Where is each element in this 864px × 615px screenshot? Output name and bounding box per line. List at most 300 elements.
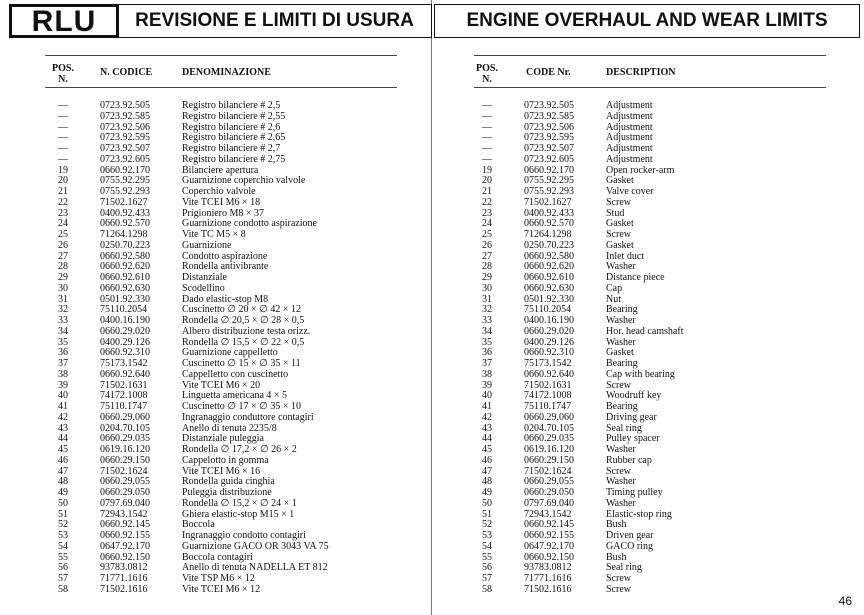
pos-cell: 47 — [482, 465, 492, 477]
pos-cell: 43 — [58, 422, 68, 434]
pos-cell: 51 — [58, 508, 68, 520]
code-cell: 0755.92.295 — [524, 175, 574, 187]
header-top-rule — [45, 55, 397, 56]
table-row — [434, 295, 864, 306]
code-cell: 71771.1616 — [524, 573, 572, 584]
description-cell: Rubber cap — [606, 454, 652, 466]
description-cell: Rondella ∅ 15,5 × ∅ 22 × 0,5 — [182, 336, 305, 348]
table-row — [434, 112, 864, 123]
rlu-logo: RLU — [9, 4, 119, 38]
table-row — [434, 252, 864, 263]
description-cell: Distanziale puleggia — [182, 433, 264, 445]
pos-cell: — — [58, 132, 68, 144]
description-cell: Elastic-stop ring — [606, 508, 672, 520]
description-cell: Cuscinetto ∅ 20 × ∅ 42 × 12 — [182, 304, 301, 316]
description-cell: Guarnizione condotto aspirazione — [182, 218, 317, 230]
table-row — [434, 542, 864, 553]
table-row — [434, 327, 864, 338]
pos-cell: 24 — [482, 218, 492, 230]
code-cell: 0723.92.595 — [524, 132, 574, 144]
pos-cell: — — [482, 153, 492, 165]
pos-cell: 45 — [482, 444, 492, 455]
pos-cell: 25 — [58, 229, 68, 240]
description-cell: Washer — [606, 261, 636, 273]
description-cell: Dado elastic-stop M8 — [182, 293, 269, 305]
description-cell: Rondella antivibrante — [182, 261, 269, 273]
header-pos: POS. N. — [52, 63, 74, 85]
code-cell: 0723.92.605 — [524, 153, 574, 165]
description-cell: Screw — [606, 196, 631, 208]
pos-cell: 41 — [482, 401, 492, 412]
left-page-title: REVISIONE E LIMITI DI USURA — [118, 4, 432, 38]
pos-cell: 56 — [482, 562, 492, 574]
code-cell: 71502.1624 — [100, 465, 148, 477]
code-cell: 71771.1616 — [100, 573, 148, 584]
pos-cell: — — [58, 121, 68, 133]
code-cell: 0660.92.640 — [100, 368, 150, 380]
description-cell: Adjustment — [606, 121, 653, 133]
description-cell: Anello di tenuta 2235/8 — [182, 422, 277, 434]
code-cell: 0660.29.035 — [524, 433, 574, 445]
description-cell: Gasket — [606, 347, 634, 359]
pos-cell: 40 — [58, 390, 68, 402]
header-code: CODE Nr. — [526, 67, 571, 78]
pos-cell: — — [482, 121, 492, 133]
code-cell: 0250.70.223 — [524, 239, 574, 251]
parts-list-it — [0, 101, 432, 596]
pos-cell: 39 — [58, 379, 68, 391]
pos-cell: 26 — [58, 239, 68, 251]
pos-cell: 36 — [58, 347, 68, 359]
code-cell: 0660.92.150 — [524, 551, 574, 563]
code-cell: 0660.29.055 — [524, 476, 574, 488]
table-row — [434, 348, 864, 359]
description-cell: Scodellino — [182, 282, 225, 294]
pos-cell: 23 — [58, 207, 68, 219]
pos-cell: 52 — [58, 519, 68, 531]
code-cell: 0660.92.570 — [524, 218, 574, 230]
pos-cell: 22 — [482, 196, 492, 208]
description-cell: Vite TCEI M6 × 18 — [182, 196, 261, 208]
code-cell: 0723.92.506 — [524, 121, 574, 133]
pos-cell: 23 — [482, 207, 492, 219]
header-pos: POS. N. — [476, 63, 498, 85]
description-cell: Bush — [606, 519, 627, 531]
description-cell: Rondella ∅ 20,5 × ∅ 28 × 0,5 — [182, 315, 305, 326]
description-cell: Cap with bearing — [606, 368, 675, 380]
description-cell: Albero distribuzione testa orizz. — [182, 325, 311, 337]
pos-cell: 35 — [58, 336, 68, 348]
code-cell: 72943.1542 — [524, 508, 572, 520]
pos-cell: — — [58, 143, 68, 154]
code-cell: 0400.29.126 — [524, 336, 574, 348]
pos-cell: 20 — [58, 175, 68, 187]
header-code: N. CODICE — [100, 67, 153, 78]
code-cell: 0400.92.433 — [100, 207, 150, 219]
description-cell: Woodruff key — [606, 390, 662, 402]
table-row — [434, 187, 864, 198]
table-row — [434, 166, 864, 177]
pos-cell: 27 — [482, 250, 492, 262]
code-cell: 0660.92.640 — [524, 368, 574, 380]
table-row — [434, 574, 864, 585]
code-cell: 0660.29.020 — [100, 325, 150, 337]
table-row — [0, 284, 432, 295]
pos-cell: 57 — [482, 573, 492, 584]
pos-cell: 48 — [58, 476, 68, 488]
description-cell: Cappelletto con cuscinetto — [182, 368, 289, 380]
table-row — [434, 467, 864, 478]
pos-cell: 51 — [482, 508, 492, 520]
pos-cell: 33 — [482, 315, 492, 326]
description-cell: Nut — [606, 293, 621, 305]
code-cell: 0755.92.293 — [100, 186, 150, 197]
description-cell: Registro bilanciere # 2,5 — [182, 100, 281, 111]
table-row — [0, 370, 432, 381]
description-cell: Vite TCEI M6 × 12 — [182, 583, 261, 595]
pos-cell: 37 — [58, 358, 68, 369]
table-row — [434, 305, 864, 316]
table-row — [0, 112, 432, 123]
description-cell: Driving gear — [606, 411, 657, 423]
code-cell: 0660.29.055 — [100, 476, 150, 488]
pos-cell: 30 — [482, 282, 492, 294]
code-cell: 0660.29.060 — [524, 411, 574, 423]
pos-cell: 57 — [58, 573, 68, 584]
pos-cell: — — [58, 153, 68, 165]
pos-cell: 33 — [58, 315, 68, 326]
table-row — [434, 209, 864, 220]
description-cell: Guarnizione coperchio valvole — [182, 175, 306, 187]
description-cell: Driven gear — [606, 530, 654, 541]
table-row — [434, 273, 864, 284]
code-cell: 0723.92.506 — [100, 121, 150, 133]
pos-cell: 54 — [58, 540, 68, 552]
description-cell: Distanziale — [182, 272, 227, 283]
description-cell: Screw — [606, 379, 631, 391]
code-cell: 0660.92.310 — [100, 347, 150, 359]
description-cell: Washer — [606, 497, 636, 509]
pos-cell: 47 — [58, 465, 68, 477]
description-cell: Stud — [606, 207, 625, 219]
code-cell: 0723.92.505 — [524, 100, 574, 111]
code-cell: 0660.29.035 — [100, 433, 150, 445]
table-row — [434, 585, 864, 596]
code-cell: 0660.29.060 — [100, 411, 150, 423]
description-cell: Bearing — [606, 358, 638, 369]
code-cell: 0501.92.330 — [100, 293, 150, 305]
code-cell: 75173.1542 — [524, 358, 572, 369]
code-cell: 0647.92.170 — [524, 540, 574, 552]
header-bottom-rule — [45, 87, 397, 88]
description-cell: Hor. head camshaft — [606, 325, 684, 337]
pos-cell: 19 — [58, 164, 68, 176]
table-row — [434, 198, 864, 209]
table-row — [434, 241, 864, 252]
pos-cell: 21 — [482, 186, 492, 197]
pos-cell: 39 — [482, 379, 492, 391]
code-cell: 0660.29.020 — [524, 325, 574, 337]
code-cell: 0723.92.585 — [100, 110, 150, 122]
table-row — [434, 391, 864, 402]
description-cell: Vite TSP M6 × 12 — [182, 573, 255, 584]
code-cell: 0660.29.150 — [524, 454, 574, 466]
pos-cell: 30 — [58, 282, 68, 294]
code-cell: 0755.92.295 — [100, 175, 150, 187]
code-cell: 71502.1631 — [100, 379, 148, 391]
table-row — [0, 499, 432, 510]
table-row — [434, 155, 864, 166]
code-cell: 0660.29.150 — [100, 454, 150, 466]
code-cell: 0660.92.310 — [524, 347, 574, 359]
pos-cell: 21 — [58, 186, 68, 197]
pos-cell: 49 — [58, 487, 68, 498]
pos-cell: 48 — [482, 476, 492, 488]
code-cell: 0400.16.190 — [100, 315, 150, 326]
description-cell: Screw — [606, 573, 631, 584]
code-cell: 0723.92.595 — [100, 132, 150, 144]
pos-cell: 55 — [58, 551, 68, 563]
header-bottom-rule — [474, 87, 826, 88]
code-cell: 75110.1747 — [100, 401, 148, 412]
pos-cell: 25 — [482, 229, 492, 240]
description-cell: Distance piece — [606, 272, 665, 283]
parts-list-en — [434, 101, 864, 596]
pos-cell: 28 — [58, 261, 68, 273]
code-cell: 0660.92.620 — [100, 261, 150, 273]
code-cell: 71264.1298 — [100, 229, 148, 240]
table-row — [0, 327, 432, 338]
code-cell: 75110.2054 — [100, 304, 148, 316]
right-page-title: ENGINE OVERHAUL AND WEAR LIMITS — [434, 4, 860, 38]
pos-cell: 32 — [58, 304, 68, 316]
code-cell: 71502.1631 — [524, 379, 572, 391]
description-cell: Gasket — [606, 175, 634, 187]
pos-cell: 24 — [58, 218, 68, 230]
header-desc: DENOMINAZIONE — [182, 67, 271, 78]
description-cell: Screw — [606, 229, 631, 240]
pos-cell: — — [58, 110, 68, 122]
pos-cell: 53 — [482, 530, 492, 541]
code-cell: 71502.1627 — [524, 196, 572, 208]
description-cell: Bearing — [606, 401, 638, 412]
pos-cell: 19 — [482, 164, 492, 176]
page-number: 46 — [838, 594, 852, 608]
code-cell: 0660.29.050 — [100, 487, 150, 498]
pos-cell: 58 — [482, 583, 492, 595]
table-row — [434, 338, 864, 349]
code-cell: 75173.1542 — [100, 358, 148, 369]
description-cell: Screw — [606, 583, 631, 595]
code-cell: 75110.1747 — [524, 401, 572, 412]
description-cell: Vite TCEI M6 × 20 — [182, 379, 261, 391]
pos-cell: 29 — [482, 272, 492, 283]
code-cell: 0660.92.155 — [100, 530, 150, 541]
description-cell: Washer — [606, 336, 636, 348]
description-cell: Guarnizione GACO OR 3043 VA 75 — [182, 540, 329, 552]
pos-cell: 34 — [58, 325, 68, 337]
code-cell: 0723.92.605 — [100, 153, 150, 165]
code-cell: 72943.1542 — [100, 508, 148, 520]
description-cell: Registro bilanciere # 2,55 — [182, 110, 286, 122]
table-row — [0, 542, 432, 553]
pos-cell: — — [482, 110, 492, 122]
code-cell: 0204.70.105 — [524, 422, 574, 434]
pos-cell: 32 — [482, 304, 492, 316]
code-cell: 75110.2054 — [524, 304, 572, 316]
table-row — [0, 456, 432, 467]
code-cell: 0660.92.630 — [524, 282, 574, 294]
code-cell: 0619.16.120 — [100, 444, 150, 455]
table-row — [0, 585, 432, 596]
description-cell: Cap — [606, 282, 623, 294]
table-row — [434, 434, 864, 445]
code-cell: 0400.16.190 — [524, 315, 574, 326]
pos-cell: 36 — [482, 347, 492, 359]
pos-cell: 42 — [58, 411, 68, 423]
table-row — [434, 510, 864, 521]
code-cell: 0250.70.223 — [100, 239, 150, 251]
code-cell: 0660.92.610 — [524, 272, 574, 283]
description-cell: Bush — [606, 551, 627, 563]
pos-cell: 35 — [482, 336, 492, 348]
pos-cell: 31 — [58, 293, 68, 305]
description-cell: Ghiera elastic-stop M15 × 1 — [182, 508, 295, 520]
description-cell: Adjustment — [606, 100, 653, 111]
table-row — [434, 553, 864, 564]
description-cell: Adjustment — [606, 153, 653, 165]
pos-cell: 22 — [58, 196, 68, 208]
table-row — [0, 198, 432, 209]
description-cell: Vite TCEI M6 × 16 — [182, 465, 261, 477]
code-cell: 0660.92.155 — [524, 530, 574, 541]
pos-cell: 49 — [482, 487, 492, 498]
pos-cell: 37 — [482, 358, 492, 369]
code-cell: 71502.1624 — [524, 465, 572, 477]
description-cell: Puleggia distribuzione — [182, 487, 272, 498]
pos-cell: 40 — [482, 390, 492, 402]
pos-cell: 31 — [482, 293, 492, 305]
description-cell: Condotto aspirazione — [182, 250, 268, 262]
description-cell: Cuscinetto ∅ 17 × ∅ 35 × 10 — [182, 401, 301, 412]
code-cell: 0619.16.120 — [524, 444, 574, 455]
pos-cell: 28 — [482, 261, 492, 273]
pos-cell: 44 — [482, 433, 492, 445]
description-cell: Washer — [606, 476, 636, 488]
pos-cell: 38 — [58, 368, 68, 380]
table-row — [434, 413, 864, 424]
code-cell: 71502.1616 — [524, 583, 572, 595]
code-cell: 0647.92.170 — [100, 540, 150, 552]
pos-cell: 44 — [58, 433, 68, 445]
pos-cell: 45 — [58, 444, 68, 455]
table-row — [434, 563, 864, 574]
code-cell: 0723.92.585 — [524, 110, 574, 122]
description-cell: Pulley spacer — [606, 433, 660, 445]
description-cell: Gasket — [606, 218, 634, 230]
pos-cell: 46 — [482, 454, 492, 466]
code-cell: 0797.69.040 — [524, 497, 574, 509]
code-cell: 0660.92.150 — [100, 551, 150, 563]
description-cell: Gasket — [606, 239, 634, 251]
table-row — [434, 488, 864, 499]
description-cell: Inlet duct — [606, 250, 645, 262]
code-cell: 0204.70.105 — [100, 422, 150, 434]
description-cell: Ingranaggio conduttore contagiri — [182, 411, 314, 423]
table-row — [0, 155, 432, 166]
pos-cell: — — [482, 132, 492, 144]
right-page — [434, 0, 864, 615]
table-row — [434, 456, 864, 467]
code-cell: 0660.92.570 — [100, 218, 150, 230]
description-cell: Prigioniero M8 × 37 — [182, 207, 265, 219]
code-cell: 0660.92.580 — [524, 250, 574, 262]
table-row — [0, 241, 432, 252]
description-cell: Valve cover — [606, 186, 654, 197]
pos-cell: 50 — [58, 497, 68, 509]
code-cell: 0400.29.126 — [100, 336, 150, 348]
description-cell: Bearing — [606, 304, 638, 316]
description-cell: Screw — [606, 465, 631, 477]
pos-cell: 55 — [482, 551, 492, 563]
description-cell: Ingranaggio condotto contagiri — [182, 530, 306, 541]
description-cell: Cuscinetto ∅ 15 × ∅ 35 × 11 — [182, 358, 301, 369]
code-cell: 71502.1616 — [100, 583, 148, 595]
code-cell: 0660.92.610 — [100, 272, 150, 283]
description-cell: Washer — [606, 444, 636, 455]
code-cell: 0660.92.145 — [100, 519, 150, 531]
code-cell: 0660.29.050 — [524, 487, 574, 498]
description-cell: Registro bilanciere # 2,6 — [182, 121, 281, 133]
pos-cell: 26 — [482, 239, 492, 251]
pos-cell: — — [482, 100, 492, 111]
code-cell: 0501.92.330 — [524, 293, 574, 305]
table-row — [434, 219, 864, 230]
code-cell: 0660.92.145 — [524, 519, 574, 531]
description-cell: Bilanciere apertura — [182, 164, 259, 176]
description-cell: Rondella ∅ 15,2 × ∅ 24 × 1 — [182, 497, 297, 509]
description-cell: Anello di tenuta NADELLA ET 812 — [182, 562, 328, 574]
code-cell: 0723.92.505 — [100, 100, 150, 111]
code-cell: 71264.1298 — [524, 229, 572, 240]
code-cell: 0755.92.293 — [524, 186, 574, 197]
code-cell: 0660.92.620 — [524, 261, 574, 273]
pos-cell: 41 — [58, 401, 68, 412]
code-cell: 93783.0812 — [524, 562, 572, 574]
table-row — [434, 499, 864, 510]
pos-cell: — — [482, 143, 492, 154]
pos-cell: 43 — [482, 422, 492, 434]
code-cell: 74172.1008 — [524, 390, 572, 402]
code-cell: 0660.92.170 — [524, 164, 574, 176]
description-cell: Adjustment — [606, 110, 653, 122]
description-cell: GACO ring — [606, 540, 653, 552]
description-cell: Boccola contagiri — [182, 551, 253, 563]
header-top-rule — [474, 55, 826, 56]
pos-cell: — — [58, 100, 68, 111]
pos-cell: 52 — [482, 519, 492, 531]
pos-cell: 27 — [58, 250, 68, 262]
table-row — [0, 413, 432, 424]
description-cell: Boccola — [182, 519, 215, 531]
code-cell: 0723.92.507 — [524, 143, 574, 154]
code-cell: 0400.92.433 — [524, 207, 574, 219]
description-cell: Registro bilanciere # 2,75 — [182, 153, 286, 165]
code-cell: 0660.92.170 — [100, 164, 150, 176]
pos-cell: 42 — [482, 411, 492, 423]
code-cell: 0797.69.040 — [100, 497, 150, 509]
table-row — [434, 284, 864, 295]
